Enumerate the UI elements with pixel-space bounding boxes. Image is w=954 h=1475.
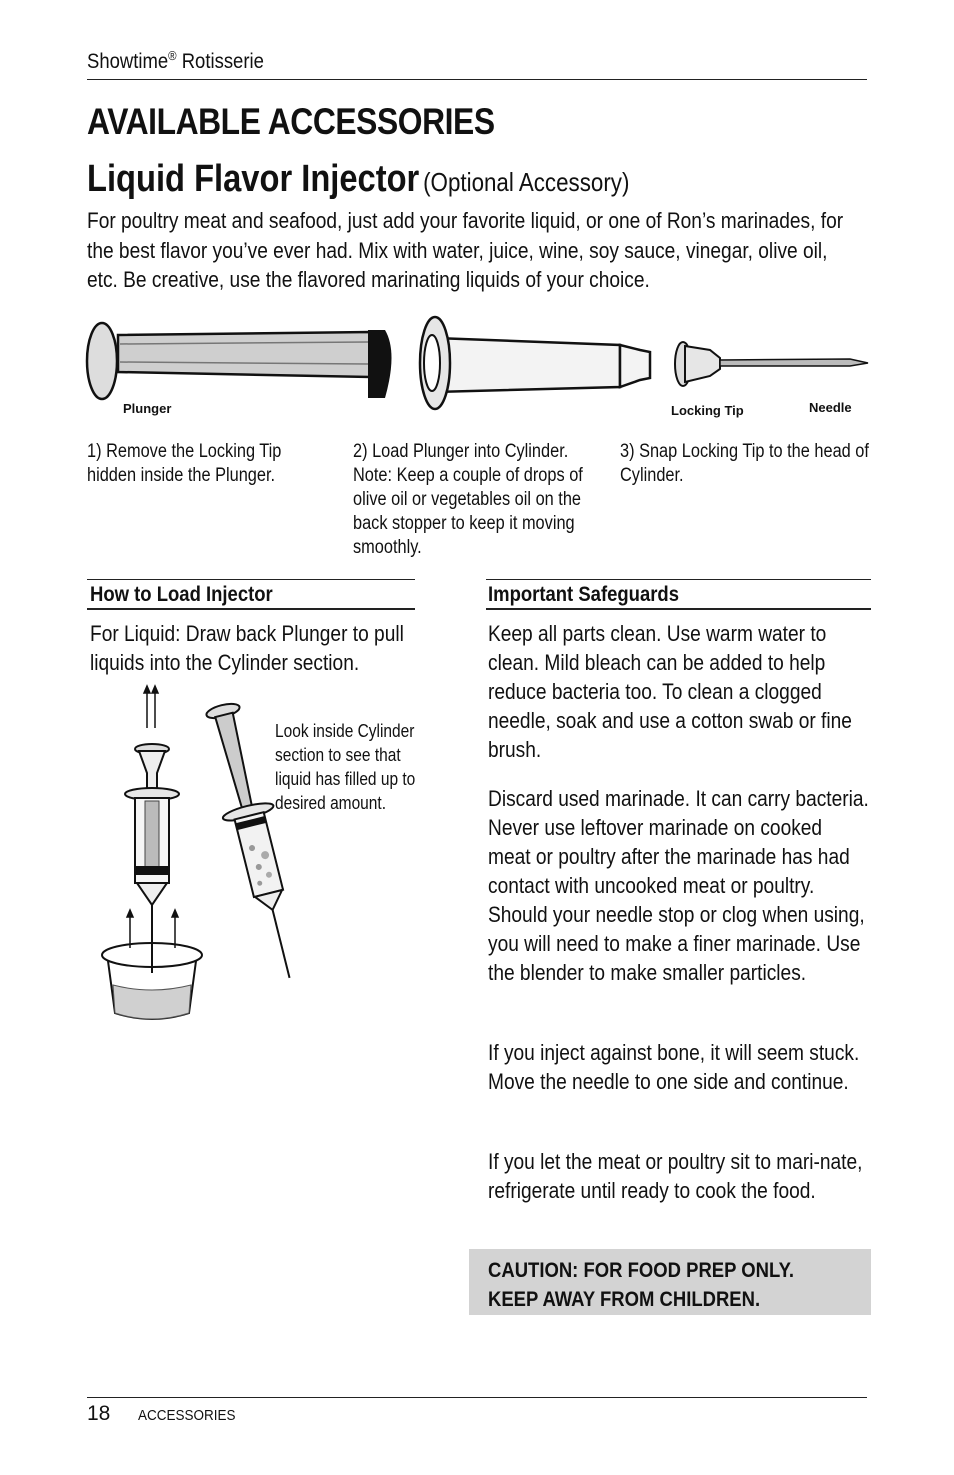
page-number: 18 (87, 1402, 111, 1425)
locking-tip-illustration (675, 342, 720, 386)
safeguard-paragraph-1: Keep all parts clean. Use warm water to clean. Mild bleach can be added to help reduce bacteria too. To clean a clogged needle, soak and use a cotton swab or fine brush. (488, 621, 852, 762)
locking-tip-label: Locking Tip (671, 403, 744, 418)
section-title-main: Liquid Flavor Injector (87, 158, 420, 200)
safeguards-top-rule (486, 579, 871, 580)
section-title (87, 158, 629, 201)
how-to-load-heading: How to Load Injector (90, 583, 273, 606)
intro-paragraph: For poultry meat and seafood, just add your favorite liquid, or one of Ron’s marinades, for the best flavor you’ve ever had. Mix with water, juice, wine, soy sauce, vinegar, olive oil, etc. Be creative, use the flavored marinating liquids of your choice. (87, 208, 844, 292)
loading-illustration (95, 683, 295, 1028)
needle-illustration (720, 359, 868, 366)
plunger-illustration (87, 323, 392, 399)
injector-parts-illustration (80, 312, 880, 422)
step-3: 3) Snap Locking Tip to the head of Cylinder. (620, 441, 869, 486)
header-rule (87, 79, 867, 80)
step-1: 1) Remove the Locking Tip hidden inside the Plunger. (87, 441, 282, 486)
page-title: AVAILABLE ACCESSORIES (87, 101, 495, 142)
plunger-label: Plunger (123, 401, 172, 416)
caution-line-1: CAUTION: FOR FOOD PREP ONLY. (488, 1259, 794, 1282)
safeguard-paragraph-2: Discard used marinade. It can carry bacteria. Never use leftover marinade on cooked meat or poultry after the marinade has had contact with uncooked meat or poultry. Should your needle stop or clog when using, you will need to make a finer marinade. Use the blender to make smaller particles. (488, 786, 869, 985)
registered-mark: ® (168, 48, 177, 63)
safeguard-paragraph-4: If you let the meat or poultry sit to mari-nate, refrigerate until ready to cook the food. (488, 1149, 863, 1203)
footer-rule (87, 1397, 867, 1398)
how-to-load-text: For Liquid: Draw back Plunger to pull liquids into the Cylinder section. (90, 621, 404, 675)
safeguards-bottom-rule (486, 608, 871, 610)
step-2: 2) Load Plunger into Cylinder. Note: Keep a couple of drops of olive oil or vegetables oil on the back stopper to keep it moving smoothly. (353, 441, 583, 558)
caution-box (469, 1249, 871, 1315)
how-to-bottom-rule (87, 608, 415, 610)
safeguards-heading: Important Safeguards (488, 583, 680, 606)
cylinder-illustration (420, 317, 650, 409)
needle-label: Needle (809, 400, 852, 415)
how-to-top-rule (87, 579, 415, 580)
syringe-vertical (125, 744, 179, 973)
product-name: Rotisserie (176, 50, 264, 73)
safeguard-paragraph-3: If you inject against bone, it will seem stuck. Move the needle to one side and continue. (488, 1040, 860, 1094)
brand-name: Showtime (87, 50, 169, 73)
section-title-optional: (Optional Accessory) (423, 167, 630, 197)
cylinder-callout: Look inside Cylinder section to see that liquid has filled up to desired amount. (275, 721, 416, 813)
header-brand (87, 48, 264, 74)
caution-line-2: KEEP AWAY FROM CHILDREN. (488, 1288, 761, 1311)
footer-section: ACCESSORIES (138, 1407, 236, 1424)
